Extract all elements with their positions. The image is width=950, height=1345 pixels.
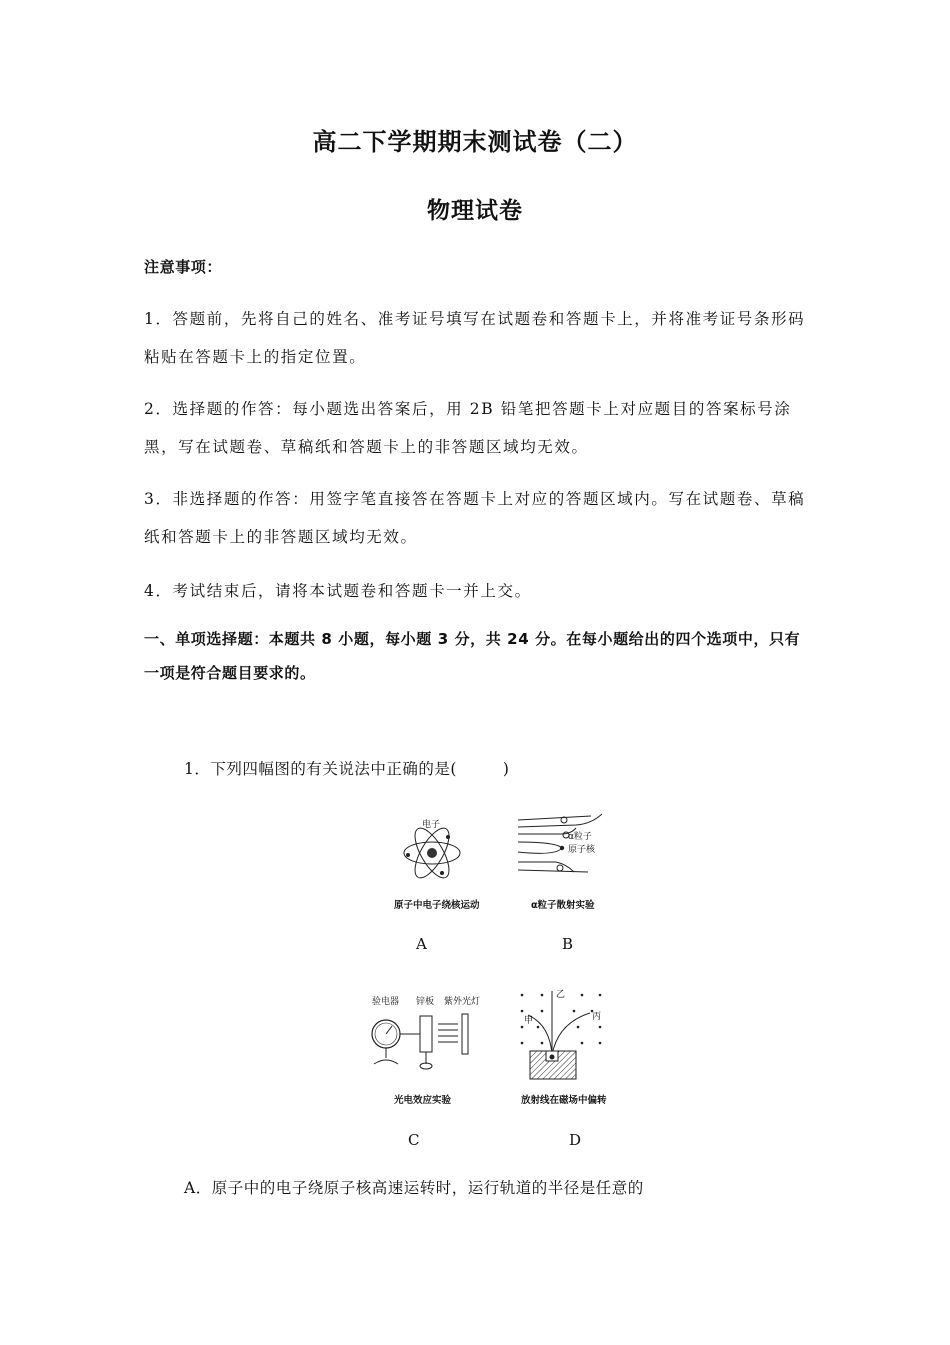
figure-d-label-jia: 甲	[524, 1016, 534, 1026]
figure-d-letter: D	[569, 1131, 582, 1149]
figure-a-caption: 原子中电子绕核运动	[394, 900, 480, 911]
figure-c-label-electroscope: 验电器	[372, 997, 400, 1007]
question-stem-end: )	[502, 760, 510, 778]
figure-d-radiation-diagram	[512, 985, 612, 1083]
question-stem	[184, 757, 509, 779]
notice-heading: 注意事项：	[144, 258, 223, 276]
figure-b-label-nucleus: 原子核	[568, 845, 596, 855]
figure-a-atom-diagram	[398, 815, 466, 881]
figure-b-scattering-diagram	[516, 812, 606, 880]
option-a: A．原子中的电子绕原子核高速运转时，运行轨道的半径是任意的	[184, 1179, 644, 1197]
notice-item-2: 2．选择题的作答：每小题选出答案后，用 2B 铅笔把答题卡上对应题目的答案标号涂黑，写在试题卷、草稿纸和答题卡上的非答题区域均无效。	[144, 400, 792, 456]
figure-c-label-uv-lamp: 紫外光灯	[444, 997, 481, 1007]
figure-a-letter: A	[416, 935, 427, 953]
section-heading: 一、单项选择题：本题共 8 小题，每小题 3 分，共 24 分。在每小题给出的四个选项中，只有一项是符合题目要求的。	[144, 630, 801, 682]
figure-c-letter: C	[408, 1131, 420, 1149]
exam-subtitle: 物理试卷	[427, 198, 523, 224]
figure-d-label-yi: 乙	[556, 990, 566, 1000]
figure-b-letter: B	[562, 935, 574, 953]
figure-d-label-bing: 丙	[592, 1012, 602, 1022]
figure-c-label-zinc: 锌板	[416, 997, 435, 1007]
figure-c-caption: 光电效应实验	[394, 1095, 452, 1106]
figure-b-label-alpha: α粒子	[568, 832, 592, 842]
figure-d-caption: 放射线在磁场中偏转	[521, 1095, 607, 1106]
exam-title: 高二下学期期末测试卷（二）	[312, 128, 638, 156]
notice-item-3: 3．非选择题的作答：用签字笔直接答在答题卡上对应的答题区域内。写在试题卷、草稿纸和答题卡上的非答题区域均无效。	[144, 490, 806, 546]
figure-a-label-electron: 电子	[422, 820, 441, 830]
notice-item-4: 4．考试结束后，请将本试题卷和答题卡一并上交。	[144, 582, 532, 600]
figure-b-caption: α粒子散射实验	[531, 900, 595, 911]
question-stem-text: 1．下列四幅图的有关说法中正确的是(	[184, 760, 457, 778]
notice-item-1: 1．答题前，先将自己的姓名、准考证号填写在试题卷和答题卡上，并将准考证号条形码粘贴在答题卡上的指定位置。	[144, 310, 806, 366]
figure-c-photoelectric-diagram	[360, 992, 488, 1074]
